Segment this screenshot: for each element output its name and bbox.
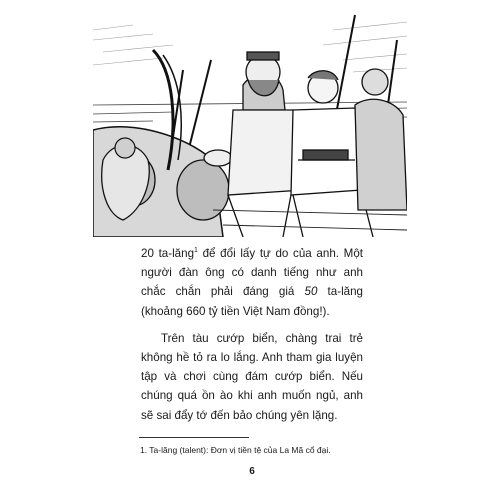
footnote-ref: 1 (194, 247, 198, 255)
pirate-ship-crew-illustration-icon (93, 10, 407, 237)
body-text (141, 244, 363, 425)
paragraph-1-end: ta-lăng (khoảng 660 tỷ tiền Việt Nam đồng!). (141, 285, 364, 318)
footnote-divider (139, 437, 249, 438)
page-number: 6 (249, 466, 255, 477)
paragraph-1-middle: để đổi lấy tự do của anh. Một người đàn ông có danh tiếng như anh chắc chắn phải đáng giá (141, 247, 363, 299)
paragraph-2: Trên tàu cướp biển, chàng trai trẻ không hề tỏ ra lo lắng. Anh tham gia luyện tập và chơi cùng đám cướp biển. Nếu chúng quá ồn ào khi anh muốn ngủ, anh sẽ sai đẩy tớ đến bảo chúng yên lặng. (141, 331, 363, 422)
paragraph-1 (141, 244, 363, 321)
pirate-ship-illustration (93, 10, 407, 237)
paragraph-1-start: 20 ta-lăng (141, 247, 195, 260)
price-emphasis: 50 (304, 285, 318, 299)
footnote: 1. Ta-lăng (talent): Đơn vị tiền tệ của La Mã cổ đại. (140, 445, 331, 455)
